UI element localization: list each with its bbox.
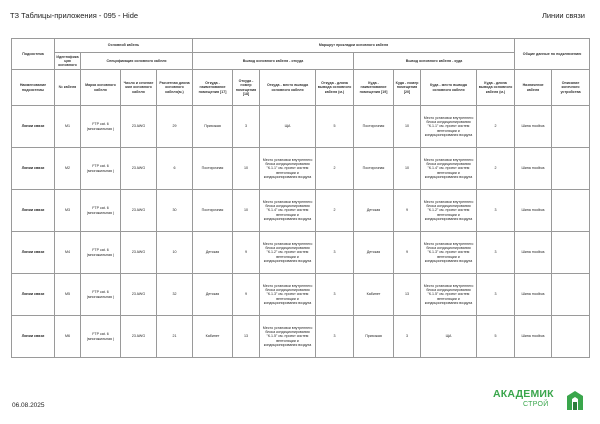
table-row	[12, 274, 590, 316]
table-cell	[552, 190, 590, 232]
table-cell: 23 AWG	[121, 190, 157, 232]
table-cell: 23 AWG	[121, 274, 157, 316]
group-route: Маршрут прокладки основного кабеля	[193, 39, 515, 53]
table-row	[12, 148, 590, 190]
column-header: Куда - наименование помещения [19]	[354, 70, 394, 106]
table-cell: 10	[394, 106, 421, 148]
table-cell: 10	[394, 148, 421, 190]
table-cell: FTP cat. 6 (многожильная )	[81, 106, 121, 148]
table-cell: 3	[316, 274, 354, 316]
table-cell: 10	[233, 190, 260, 232]
logo-line1: АКАДЕМИК	[493, 388, 554, 400]
table-cell: Место установки внутреннего блока кондиционирования "К.1.3" см. проект систем вентиляции и кондиционирования воздуха	[421, 232, 477, 274]
table-cell: 2	[316, 190, 354, 232]
table-cell: M4	[55, 232, 81, 274]
column-header: Куда - длина вывода основного кабеля (м.)	[477, 70, 515, 106]
table-cell: Детская	[354, 232, 394, 274]
table-row	[12, 190, 590, 232]
table-cell: 23 AWG	[121, 106, 157, 148]
column-header: Описание конечного устройства	[552, 70, 590, 106]
table-cell: Кабинет	[354, 274, 394, 316]
table-cell: Кабинет	[193, 316, 233, 358]
table-cell: M2	[55, 148, 81, 190]
table-cell: Линии связи	[12, 106, 55, 148]
table-cell: 9	[394, 232, 421, 274]
table-row	[12, 106, 590, 148]
table-cell: 23 AWG	[121, 316, 157, 358]
table-cell: M5	[55, 274, 81, 316]
table-cell: 21	[157, 316, 193, 358]
table-cell: Прихожая	[354, 316, 394, 358]
column-header: Куда - место вывода основного кабеля	[421, 70, 477, 106]
table-cell: M1	[55, 106, 81, 148]
document-title: ТЗ Таблицы-приложения - 095 - Hide	[10, 11, 139, 20]
table-cell: Постирочная	[193, 190, 233, 232]
table-cell: 2	[477, 106, 515, 148]
table-cell: 10	[157, 232, 193, 274]
logo-mark-icon	[565, 388, 585, 412]
column-header: Откуда - место вывода основного кабеля	[260, 70, 316, 106]
group-ident: Идентифика ция основного	[55, 53, 81, 70]
table-cell: FTP cat. 6 (многожильная )	[81, 190, 121, 232]
table-cell: 6	[157, 148, 193, 190]
table-cell: Шина modbus	[515, 316, 552, 358]
table-cell: Место установки внутреннего блока кондиционирования "К.1.5" см. проект систем вентиляции и кондиционирования воздуха	[421, 274, 477, 316]
table-cell: Шина modbus	[515, 274, 552, 316]
column-header: Число и сечение жил основного кабеля	[121, 70, 157, 106]
table-cell: Место установки внутреннего блока кондиционирования "К.1.2" см. проект систем вентиляции и кондиционирования воздуха	[421, 190, 477, 232]
table-cell: FTP cat. 6 (многожильная )	[81, 274, 121, 316]
table-cell: 23 AWG	[121, 232, 157, 274]
column-header: Расчетная длина основного кабеля(м.)	[157, 70, 193, 106]
table-cell: Линии связи	[12, 316, 55, 358]
column-header: Откуда - номер помещения [18]	[233, 70, 260, 106]
column-header: Наименование подсистемы	[12, 70, 55, 106]
table-cell	[552, 148, 590, 190]
column-header: Марка основного кабеля	[81, 70, 121, 106]
table-cell: FTP cat. 6 (многожильная )	[81, 148, 121, 190]
column-header: Откуда - длина вывода основного кабеля (м.)	[316, 70, 354, 106]
table-cell: 30	[157, 190, 193, 232]
table-cell: 9	[233, 232, 260, 274]
table-cell: Линии связи	[12, 190, 55, 232]
table-cell: 23 AWG	[121, 148, 157, 190]
table-cell: 3	[477, 190, 515, 232]
column-header: Откуда - наименование помещения [17]	[193, 70, 233, 106]
column-header: Назначение кабеля	[515, 70, 552, 106]
table-cell: Постирочная	[193, 148, 233, 190]
table-cell: M6	[55, 316, 81, 358]
table-cell: ЩА	[260, 106, 316, 148]
column-header-row	[12, 70, 590, 106]
logo-line2: СТРОЙ	[523, 401, 549, 408]
group-general: Общие данные по подключению	[515, 39, 590, 70]
table-cell: Детская	[354, 190, 394, 232]
table-cell: Место установки внутреннего блока кондиционирования "К.1.5" см. проект систем вентиляции и кондиционирования воздуха	[260, 316, 316, 358]
table-cell: Постирочная	[354, 148, 394, 190]
table-cell: Шина modbus	[515, 190, 552, 232]
table-cell: Место установки внутреннего блока кондиционирования "К.1.2" см. проект систем вентиляции и кондиционирования воздуха	[260, 232, 316, 274]
table-cell: 9	[394, 190, 421, 232]
table-cell: 13	[233, 316, 260, 358]
table-cell: 29	[157, 106, 193, 148]
table-cell: 3	[316, 232, 354, 274]
group-spec: Спецификация основного кабеля	[81, 53, 193, 70]
table-cell: 13	[394, 274, 421, 316]
table-cell: FTP cat. 6 (многожильная )	[81, 316, 121, 358]
table-cell	[552, 106, 590, 148]
table-cell: 5	[316, 106, 354, 148]
table-cell: 2	[477, 148, 515, 190]
table-cell: FTP cat. 6 (многожильная )	[81, 232, 121, 274]
section-title: Линии связи	[541, 11, 585, 20]
group-main-cable: Основной кабель	[55, 39, 193, 53]
table-cell: Детская	[193, 274, 233, 316]
table-cell	[552, 232, 590, 274]
table-cell: 9	[233, 274, 260, 316]
table-cell: Прихожая	[193, 106, 233, 148]
table-cell: Место установки внутреннего блока кондиционирования "К.1.3" см. проект систем вентиляции и кондиционирования воздуха	[260, 274, 316, 316]
table-cell: 3	[233, 106, 260, 148]
cable-schedule-table	[11, 38, 590, 358]
table-cell: Место установки внутреннего блока кондиционирования "К.1.4" см. проект систем вентиляции и кондиционирования воздуха	[260, 190, 316, 232]
table-cell: 3	[316, 316, 354, 358]
table-cell: Детская	[193, 232, 233, 274]
company-logo	[493, 385, 587, 415]
table-cell: M3	[55, 190, 81, 232]
table-cell: Шина modbus	[515, 106, 552, 148]
table-cell: Линии связи	[12, 232, 55, 274]
table-cell: Место установки внутреннего блока кондиционирования "К.1.1" см. проект систем вентиляции и кондиционирования воздуха	[421, 106, 477, 148]
table-cell: Линии связи	[12, 274, 55, 316]
table-cell: 3	[477, 274, 515, 316]
group-out-from: Вывод основного кабеля - откуда	[193, 53, 354, 70]
column-header: Куда - номер помещения [20]	[394, 70, 421, 106]
table-cell: Место установки внутреннего блока кондиционирования "К.1.4" см. проект систем вентиляции и кондиционирования воздуха	[421, 148, 477, 190]
group-subsystem: Подсистема	[12, 39, 55, 70]
table-cell: Линии связи	[12, 148, 55, 190]
table-cell	[552, 316, 590, 358]
table-cell: Шина modbus	[515, 232, 552, 274]
footer-date: 06.08.2025	[12, 402, 45, 409]
table-cell: Место установки внутреннего блока кондиционирования "К.1.1" см. проект систем вентиляции и кондиционирования воздуха	[260, 148, 316, 190]
group-out-to: Вывод основного кабеля - куда	[354, 53, 515, 70]
column-header: № кабеля	[55, 70, 81, 106]
table-cell: 2	[316, 148, 354, 190]
table-cell: Постирочная	[354, 106, 394, 148]
table-cell: 10	[233, 148, 260, 190]
table-row	[12, 316, 590, 358]
table-cell: 3	[394, 316, 421, 358]
table-cell: 3	[477, 232, 515, 274]
table-cell	[552, 274, 590, 316]
table-cell: ЩА	[421, 316, 477, 358]
table-cell: Шина modbus	[515, 148, 552, 190]
table-row	[12, 232, 590, 274]
table-cell: 32	[157, 274, 193, 316]
table-cell: 5	[477, 316, 515, 358]
